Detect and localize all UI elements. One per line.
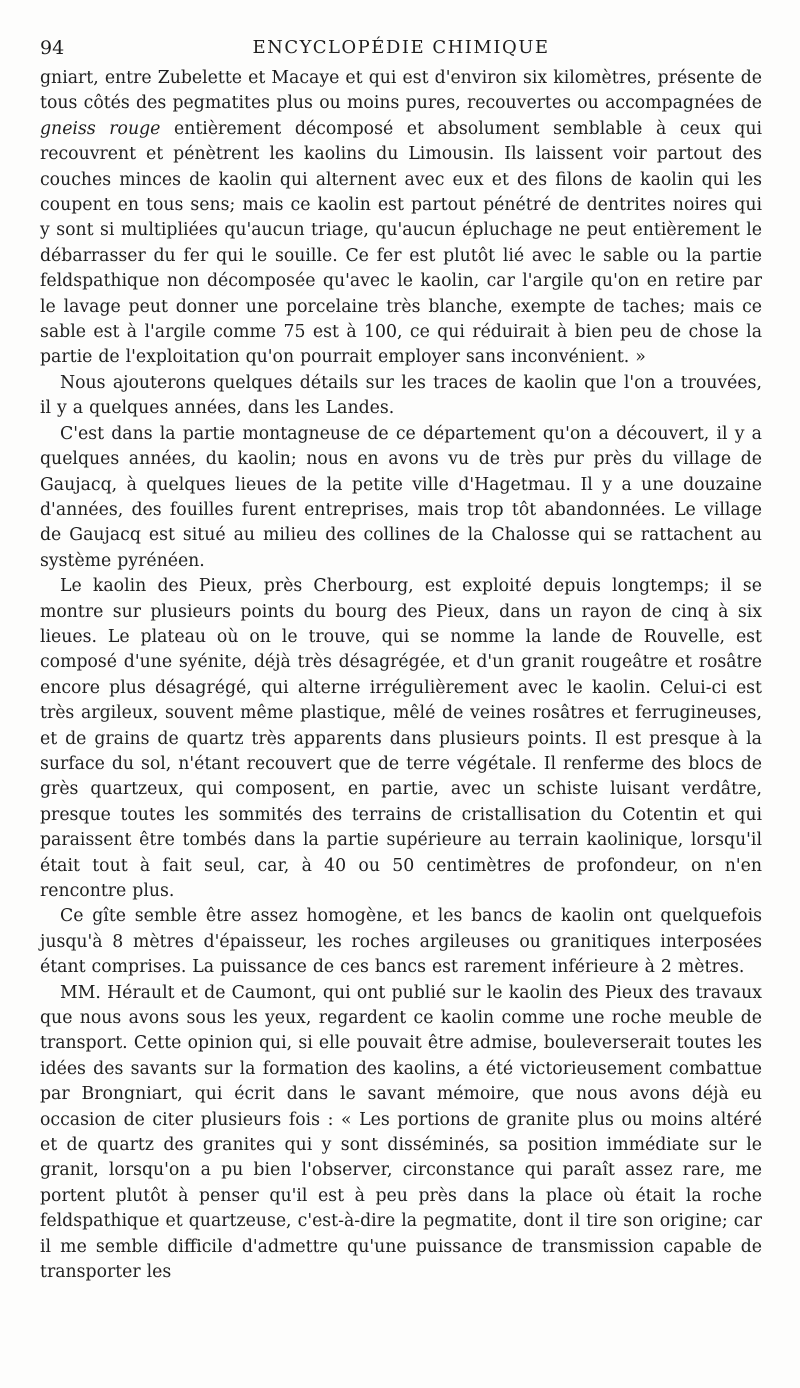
paragraph: Ce gîte semble être assez homogène, et les bancs de kaolin ont quelquefois jusqu'à 8 mètres d'épaisseur, les roches argileuses ou granitiques interposées étant comprises. La puissance de ces bancs est rarement inférieure à 2 mètres. (40, 906, 762, 978)
paragraph: Le kaolin des Pieux, près Cherbourg, est exploité depuis longtemps; il se montre sur plusieurs points du bourg des Pieux, dans un rayon de cinq à six lieues. Le plateau où on le trouve, qui se nomme la lande de Rouvelle, est composé d'une syénite, déjà très désagrégée, et d'un granit rougeâtre et rosâtre encore plus désagrégé, qui alterne irrégulièrement avec le kaolin. Celui-ci est très argileux, souvent même plastique, mêlé de veines rosâtres et ferrugineuses, et de grains de quartz très apparents dans plusieurs points. Il est presque à la surface du sol, n'étant recouvert que de terre végétale. Il renferme des blocs de grès quartzeux, qui composent, en partie, avec un schiste luisant verdâtre, presque toutes les sommités des terrains de cristallisation du Cotentin et qui paraissent être tombés dans la partie supérieure au terrain kaolinique, lorsqu'il était tout à fait seul, car, à 40 ou 50 centimètres de profondeur, on n'en rencontre plus. (40, 576, 762, 901)
paragraph: C'est dans la partie montagneuse de ce département qu'on a découvert, il y a quelques années, du kaolin; nous en avons vu de très pur près du village de Gaujacq, à quelques lieues de la petite ville d'Hagetmau. Il y a une douzaine d'années, des fouilles furent entreprises, mais trop tôt abandonnées. Le village de Gaujacq est situé au milieu des collines de la Chalosse qui se rattachent au système pyrénéen. (40, 423, 762, 571)
page-number: 94 (40, 37, 65, 59)
paragraph-continuation (40, 66, 762, 371)
running-title: ENCYCLOPÉDIE CHIMIQUE (252, 37, 550, 58)
paragraph: MM. Hérault et de Caumont, qui ont publié sur le kaolin des Pieux des travaux que nous avons sous les yeux, regardent ce kaolin comme une roche meuble de transport. Cette opinion qui, si elle pouvait être admise, bouleverserait toutes les idées des savants sur la formation des kaolins, a été victorieusement combattue par Brongniart, qui écrit dans le savant mémoire, que nous avons déjà eu occasion de citer plusieurs fois : « Les portions de granite plus ou moins altéré et de quartz des granites qui y sont disséminés, sa position immédiate sur le granit, lorsqu'on a pu bien l'observer, circonstance qui paraît assez rare, me portent plutôt à penser qu'il est à peu près dans la place où était la roche feldspathique et quartzeuse, c'est-à-dire la pegmatite, dont il tire son origine; car il me semble difficile d'admettre qu'une puissance de transmission capable de transporter les (40, 982, 762, 1283)
paragraph-text: gniart, entre Zubelette et Macaye et qui est d'environ six kilomètres, présente de tous côtés des pegmatites plus ou moins pures, recouvertes ou accompagnées de (40, 68, 762, 114)
paragraph: Nous ajouterons quelques détails sur les traces de kaolin que l'on a trouvées, il y a quelques années, dans les Landes. (40, 372, 762, 419)
paragraph-text: entièrement décomposé et absolument semblable à ceux qui recouvrent et pénètrent les kaolins du Limousin. Ils laissent voir partout des couches minces de kaolin qui alternent avec eux et des filons de kaolin qui les coupent en tous sens; mais ce kaolin est partout pénétré de dentrites noires qui y sont si multipliées qu'aucun triage, qu'aucun épluchage ne peut entièrement le débarrasser du fer qui le souille. Ce fer est plutôt lié avec le sable ou la partie feldspathique non décomposée qu'avec le kaolin, car l'argile qu'on en retire par le lavage peut donner une porcelaine très blanche, exempte de taches; mais ce sable est à l'argile comme 75 est à 100, ce qui réduirait à bien peu de chose la partie de l'exploitation qu'on pourrait employer sans inconvénient. » (40, 118, 762, 368)
page-header (40, 36, 762, 60)
body-text (40, 66, 762, 1286)
italic-term: gneiss rouge (40, 118, 161, 139)
